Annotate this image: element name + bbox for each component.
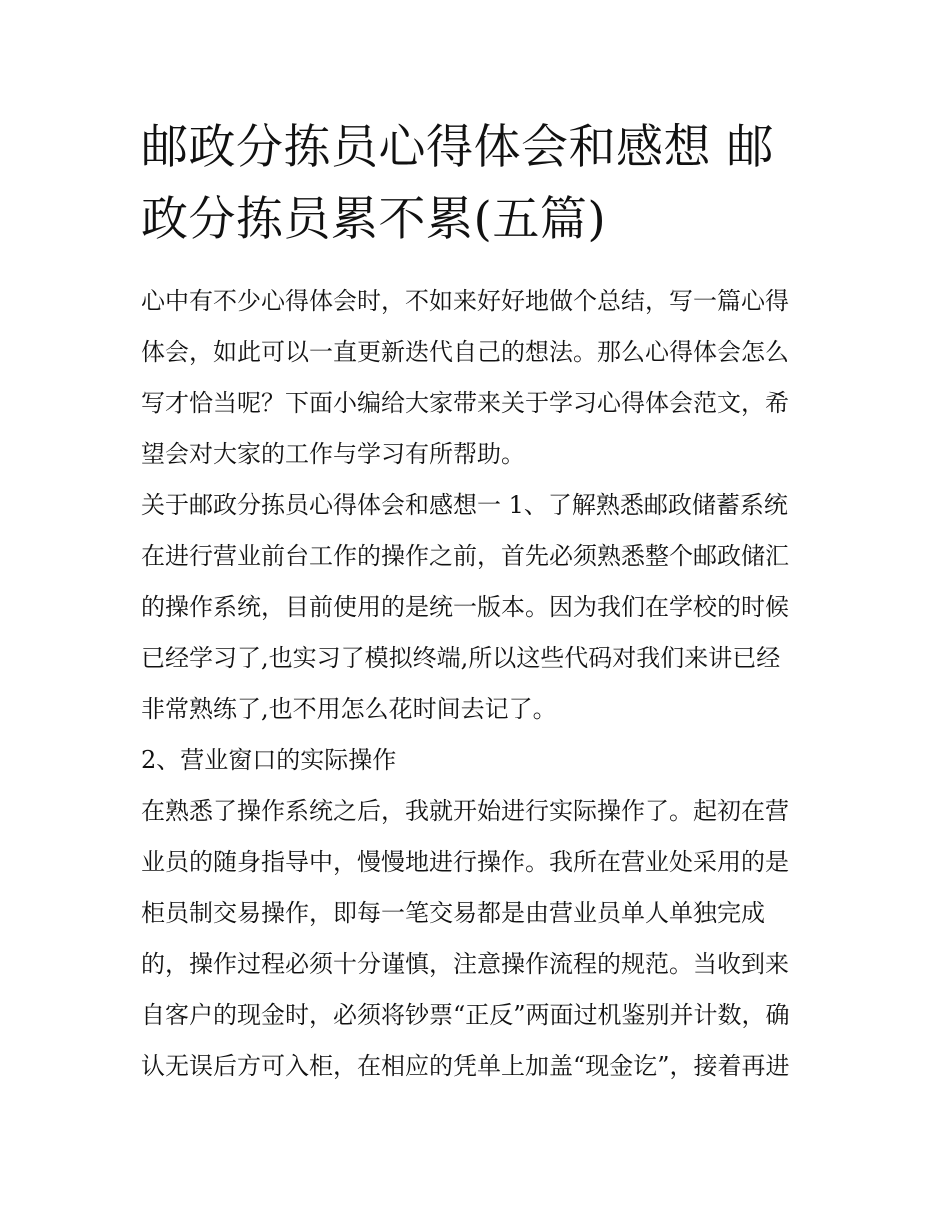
body-line: 非常熟练了,也不用怎么花时间去记了。 [141, 695, 557, 723]
body-line: 在进行营业前台工作的操作之前，首先必须熟悉整个邮政储汇 [141, 542, 789, 570]
body-line: 2、营业窗口的实际操作 [141, 746, 397, 774]
body-line: 自客户的现金时，必须将钞票“正反”两面过机鉴别并计数，确 [141, 1001, 790, 1029]
body-line: 关于邮政分拣员心得体会和感想一 1、了解熟悉邮政储蓄系统 [141, 491, 788, 519]
document-body [141, 276, 821, 1092]
document-title [141, 112, 821, 256]
body-line: 望会对大家的工作与学习有所帮助。 [141, 440, 525, 468]
body-line: 的，操作过程必须十分谨慎，注意操作流程的规范。当收到来 [141, 950, 789, 978]
document-page [141, 112, 821, 1092]
body-line: 的操作系统，目前使用的是统一版本。因为我们在学校的时候 [141, 593, 789, 621]
title-line-1: 邮政分拣员心得体会和感想 邮 [141, 120, 774, 175]
body-line: 体会，如此可以一直更新迭代自己的想法。那么心得体会怎么 [141, 338, 789, 366]
title-line-2: 政分拣员累不累(五篇) [141, 192, 607, 247]
body-line: 写才恰当呢？下面小编给大家带来关于学习心得体会范文，希 [141, 389, 789, 417]
body-line: 柜员制交易操作，即每一笔交易都是由营业员单人单独完成 [141, 899, 765, 927]
body-line: 在熟悉了操作系统之后，我就开始进行实际操作了。起初在营 [141, 797, 789, 825]
body-line: 已经学习了,也实习了模拟终端,所以这些代码对我们来讲已经 [141, 644, 781, 672]
body-line: 业员的随身指导中，慢慢地进行操作。我所在营业处采用的是 [141, 848, 789, 876]
body-line: 认无误后方可入柜，在相应的凭单上加盖“现金讫”，接着再进 [141, 1052, 790, 1080]
body-line: 心中有不少心得体会时，不如来好好地做个总结，写一篇心得 [141, 287, 789, 315]
